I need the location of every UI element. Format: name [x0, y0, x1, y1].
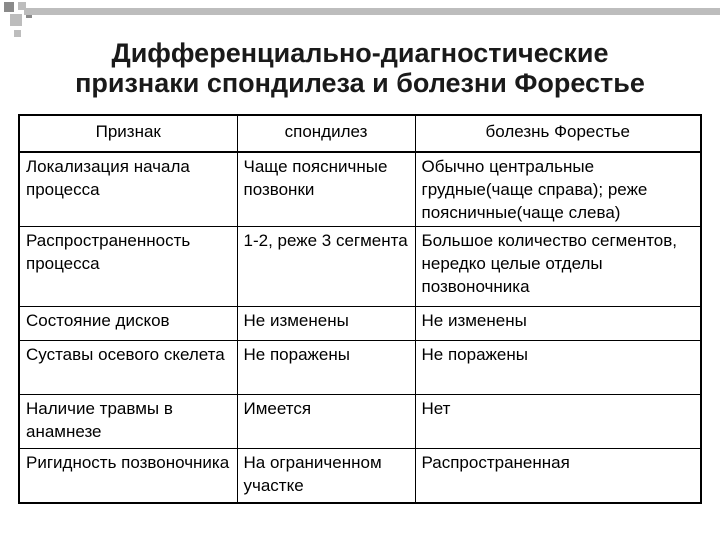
table-cell: На ограниченном участке: [237, 449, 415, 503]
page-title: [0, 38, 720, 98]
table-cell: Не изменены: [237, 307, 415, 341]
table-cell: Наличие травмы в анамнезе: [19, 395, 237, 449]
table-cell: Распространенность процесса: [19, 227, 237, 307]
table-cell: Обычно центральные грудные(чаще справа); реже поясничные(чаще слева): [415, 152, 701, 227]
table-row: [19, 395, 701, 449]
table-cell: Ригидность позвоночника: [19, 449, 237, 503]
decor-square: [14, 30, 21, 37]
table-cell: Состояние дисков: [19, 307, 237, 341]
comparison-table: [18, 114, 702, 504]
table-cell: Не поражены: [237, 341, 415, 395]
column-header: спондилез: [237, 115, 415, 152]
decor-square: [4, 2, 14, 12]
table-cell: Локализация начала процесса: [19, 152, 237, 227]
table-cell: Большое количество сегментов, нередко целые отделы позвоночника: [415, 227, 701, 307]
decor-square: [10, 14, 22, 26]
table-header-row: [19, 115, 701, 152]
table-cell: Имеется: [237, 395, 415, 449]
table-row: [19, 449, 701, 503]
table-cell: Не поражены: [415, 341, 701, 395]
table-cell: Суставы осевого скелета: [19, 341, 237, 395]
table-row: [19, 341, 701, 395]
table-cell: Не изменены: [415, 307, 701, 341]
table-row: [19, 307, 701, 341]
table-cell: Чаще поясничные позвонки: [237, 152, 415, 227]
column-header: Признак: [19, 115, 237, 152]
table-cell: 1-2, реже 3 сегмента: [237, 227, 415, 307]
decor-bar: [24, 8, 720, 15]
column-header: болезнь Форестье: [415, 115, 701, 152]
title-line-1: Дифференциально-диагностические: [111, 38, 609, 68]
table-cell: Распространенная: [415, 449, 701, 503]
table-row: [19, 227, 701, 307]
table-cell: Нет: [415, 395, 701, 449]
table-row: [19, 152, 701, 227]
title-line-2: признаки спондилеза и болезни Форестье: [75, 68, 645, 98]
